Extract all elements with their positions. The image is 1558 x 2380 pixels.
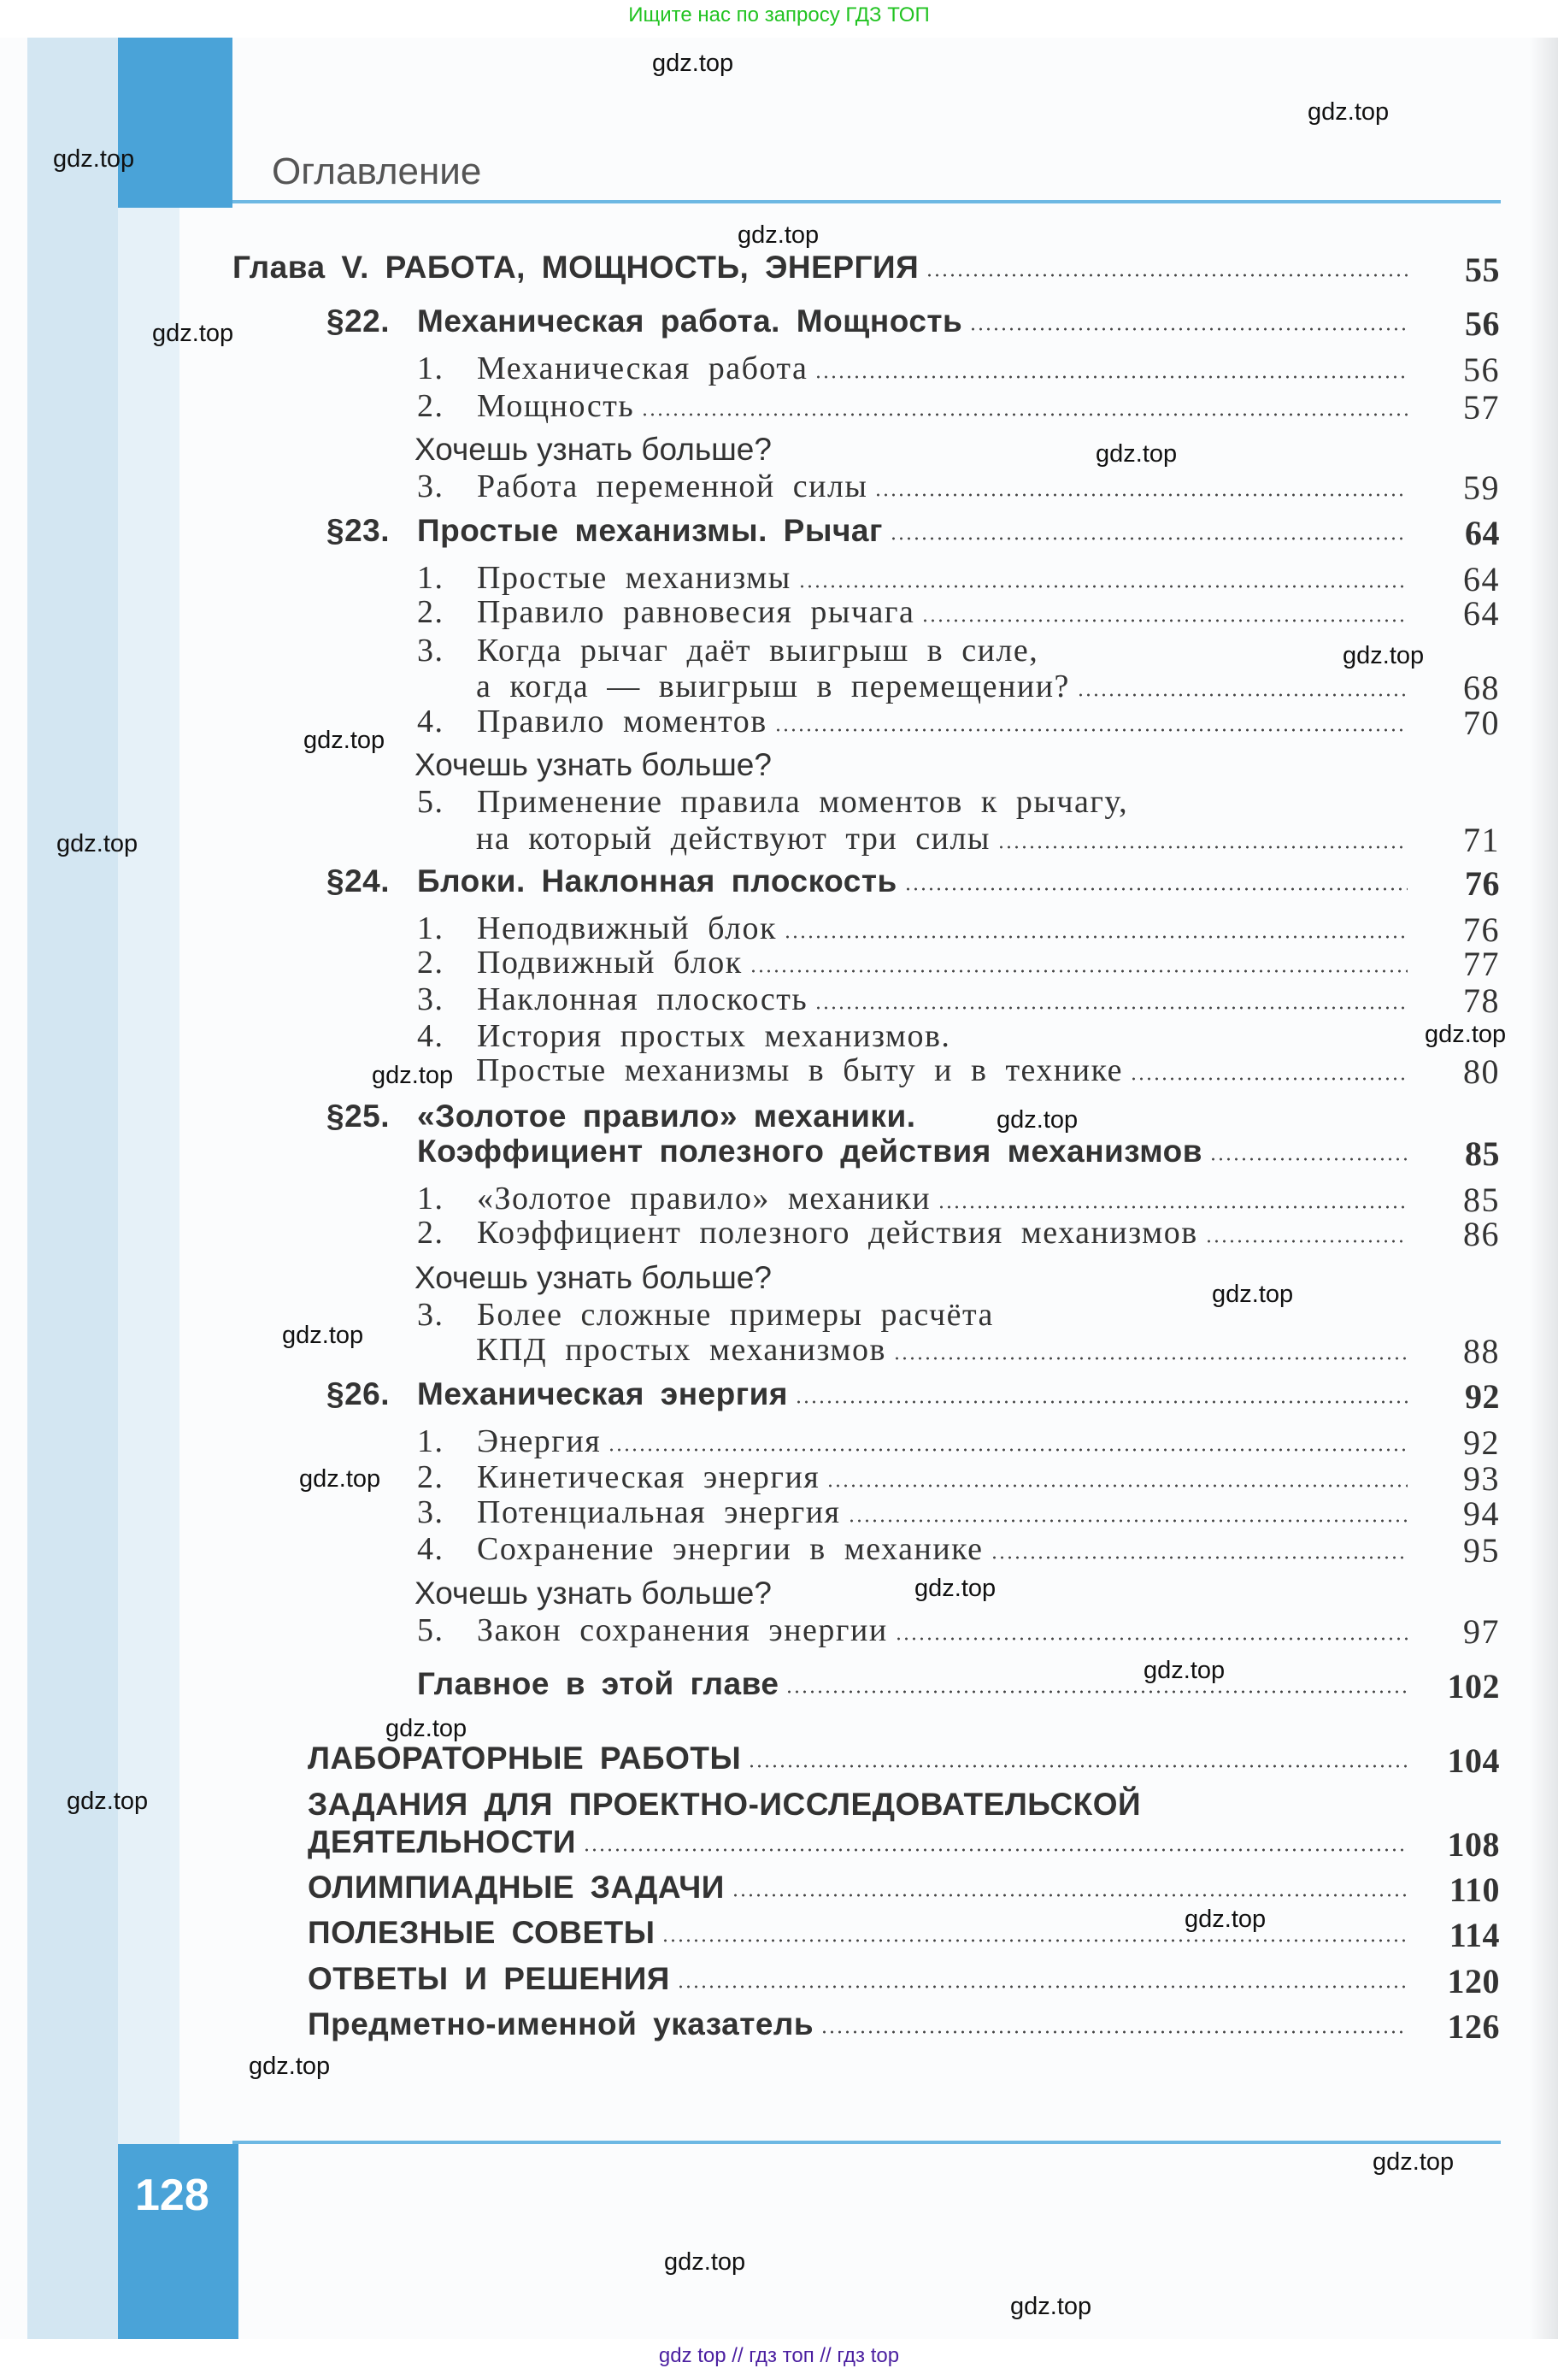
watermark-text: gdz.top	[1373, 2148, 1455, 2176]
watermark-text: gdz.top	[372, 1062, 454, 1089]
entry-number: 2.	[417, 594, 444, 630]
entry-number: 3.	[417, 468, 444, 504]
entry-title: Потенциальная энергия	[477, 1494, 841, 1530]
entry-number: 1.	[417, 1181, 444, 1217]
entry-page: 77	[1463, 945, 1500, 983]
toc-entry[interactable]	[414, 1576, 1411, 1611]
watermark-text: gdz.top	[738, 221, 820, 249]
toc-entry[interactable]	[326, 513, 1500, 552]
toc-entry[interactable]	[417, 1423, 1500, 1462]
toc-entry[interactable]	[326, 303, 1500, 343]
entry-page: 76	[1465, 864, 1500, 903]
dot-leader	[921, 619, 1408, 622]
dot-leader	[795, 1400, 1408, 1404]
entry-number: 2.	[417, 388, 444, 424]
entry-title: Предметно-именной указатель	[308, 2006, 814, 2041]
page-edge-shadow	[1530, 38, 1558, 2339]
dot-leader	[1130, 1077, 1408, 1081]
watermark-text: gdz.top	[282, 1322, 364, 1349]
watermark-text: gdz.top	[1096, 440, 1178, 468]
bottom-banner[interactable]: gdz top // гдз топ // гдз top	[658, 2344, 900, 2367]
entry-page: 55	[1465, 250, 1500, 289]
entry-page: 85	[1463, 1181, 1500, 1219]
entry-title: Главное в этой главе	[417, 1666, 779, 1701]
entry-title: Хочешь узнать больше?	[414, 747, 772, 782]
entry-page: 102	[1447, 1667, 1500, 1705]
entry-number: §24.	[326, 863, 391, 898]
entry-number: 1.	[417, 560, 444, 596]
dot-leader	[677, 1985, 1408, 1988]
entry-title: Более сложные примеры расчёта	[477, 1297, 994, 1333]
entry-title: Энергия	[477, 1423, 602, 1459]
entry-page: 88	[1463, 1332, 1500, 1370]
dot-leader	[991, 1556, 1408, 1559]
entry-title: Коэффициент полезного действия механизмов	[417, 1134, 1202, 1169]
page-title: Оглавление	[272, 150, 482, 192]
entry-title: Правило равновесия рычага	[477, 594, 915, 630]
dot-leader	[798, 585, 1408, 588]
entry-number: 3.	[417, 633, 444, 669]
page-margin-stripe	[27, 38, 118, 2339]
toc-entry[interactable]	[417, 703, 1500, 742]
entry-title: а когда — выигрыш в перемещении?	[476, 669, 1070, 704]
entry-number: 4.	[417, 1018, 444, 1054]
entry-number: §25.	[326, 1099, 391, 1134]
entry-page: 64	[1465, 514, 1500, 552]
dot-leader	[969, 327, 1408, 331]
toc-entry[interactable]	[326, 863, 1500, 903]
entry-number: 2.	[417, 1459, 444, 1495]
toc-entry[interactable]	[417, 1666, 1500, 1705]
watermark-text: gdz.top	[53, 145, 135, 173]
watermark-text: gdz.top	[303, 727, 385, 754]
watermark-text: gdz.top	[652, 50, 734, 77]
entry-title: Наклонная плоскость	[477, 981, 808, 1017]
toc-entry[interactable]	[308, 1961, 1500, 2000]
dot-leader	[641, 413, 1408, 416]
toc-entry[interactable]	[417, 468, 1500, 507]
entry-title: Простые механизмы	[477, 560, 791, 596]
entry-title: на который действуют три силы	[476, 821, 991, 857]
toc-entry[interactable]	[308, 2006, 1500, 2046]
entry-title: Простые механизмы. Рычаг	[417, 513, 883, 548]
entry-page: 68	[1463, 669, 1500, 707]
entry-page: 64	[1463, 594, 1500, 633]
entry-title: Закон сохранения энергии	[477, 1612, 888, 1648]
entry-title: Механическая работа. Мощность	[417, 303, 963, 339]
toc-entry[interactable]	[417, 944, 1500, 983]
footer-rule	[232, 2141, 1501, 2144]
toc-entry[interactable]	[476, 668, 1500, 707]
entry-number: §23.	[326, 513, 391, 548]
dot-leader	[661, 1939, 1408, 1942]
entry-number: 3.	[417, 1297, 444, 1333]
header-rule	[232, 200, 1501, 203]
toc-entry[interactable]	[232, 250, 1500, 289]
toc-entry[interactable]	[417, 1017, 1411, 1055]
dot-leader	[820, 2030, 1408, 2034]
toc-entry[interactable]	[417, 559, 1500, 598]
watermark-text: gdz.top	[1212, 1281, 1294, 1308]
toc-entry[interactable]	[326, 1376, 1500, 1416]
toc-entry[interactable]	[476, 1331, 1500, 1370]
entry-page: 80	[1463, 1052, 1500, 1091]
dot-leader	[895, 1637, 1408, 1641]
toc-entry[interactable]	[414, 432, 1411, 468]
entry-title: ДЕЯТЕЛЬНОСТИ	[308, 1824, 576, 1859]
toc-entry[interactable]	[417, 632, 1411, 669]
watermark-text: gdz.top	[1144, 1657, 1226, 1684]
entry-number: 3.	[417, 981, 444, 1017]
entry-page: 71	[1463, 821, 1500, 859]
entry-page: 126	[1447, 2007, 1500, 2046]
toc-entry[interactable]	[417, 910, 1500, 949]
entry-title: Подвижный блок	[477, 945, 743, 981]
entry-title: ПОЛЕЗНЫЕ СОВЕТЫ	[308, 1915, 656, 1950]
entry-title: ОТВЕТЫ И РЕШЕНИЯ	[308, 1961, 670, 1996]
dot-leader	[732, 1894, 1408, 1897]
entry-title: Правило моментов	[477, 704, 767, 739]
entry-number: 5.	[417, 1612, 444, 1648]
entry-title: Когда рычаг даёт выигрыш в силе,	[477, 633, 1039, 669]
toc-entry[interactable]	[476, 820, 1500, 859]
entry-title: КПД простых механизмов	[476, 1332, 886, 1368]
entry-page: 70	[1463, 704, 1500, 742]
dot-leader	[874, 493, 1408, 497]
toc-entry[interactable]	[417, 350, 1500, 389]
dot-leader	[826, 1484, 1408, 1488]
watermark-text: gdz.top	[664, 2248, 746, 2276]
watermark-text: gdz.top	[1425, 1021, 1507, 1048]
entry-page: 92	[1465, 1377, 1500, 1416]
dot-leader	[785, 1690, 1408, 1694]
dot-leader	[1209, 1158, 1408, 1161]
entry-title: Хочешь узнать больше?	[414, 1260, 772, 1295]
toc-entry[interactable]	[414, 747, 1411, 783]
entry-page: 110	[1449, 1870, 1500, 1909]
watermark-text: gdz.top	[914, 1575, 997, 1602]
entry-title: Блоки. Наклонная плоскость	[417, 863, 897, 898]
dot-leader	[926, 274, 1408, 277]
entry-page: 56	[1465, 304, 1500, 343]
entry-title: Применение правила моментов к рычагу,	[477, 784, 1129, 820]
entry-number: 3.	[417, 1494, 444, 1530]
entry-number: 4.	[417, 704, 444, 739]
page-margin-inner	[118, 208, 179, 2144]
entry-page: 85	[1465, 1134, 1500, 1173]
watermark-text: gdz.top	[299, 1465, 381, 1493]
entry-page: 57	[1463, 388, 1500, 427]
entry-title: Работа переменной силы	[477, 468, 868, 504]
entry-page: 97	[1463, 1612, 1500, 1651]
entry-title: ЛАБОРАТОРНЫЕ РАБОТЫ	[308, 1741, 742, 1776]
entry-page: 114	[1449, 1916, 1500, 1954]
entry-number: 1.	[417, 1423, 444, 1459]
entry-page: 104	[1447, 1741, 1500, 1780]
entry-page: 86	[1463, 1215, 1500, 1253]
entry-title: Мощность	[477, 388, 635, 424]
entry-page: 92	[1463, 1423, 1500, 1462]
watermark-text: gdz.top	[152, 320, 234, 347]
dot-leader	[904, 887, 1408, 891]
dot-leader	[938, 1205, 1408, 1209]
dot-leader	[890, 537, 1408, 540]
watermark-text: gdz.top	[67, 1788, 149, 1815]
entry-number: 4.	[417, 1531, 444, 1567]
entry-number: 1.	[417, 351, 444, 386]
entry-page: 76	[1463, 910, 1500, 949]
entry-page: 120	[1447, 1962, 1500, 2000]
toc-entry[interactable]	[417, 593, 1500, 633]
watermark-text: gdz.top	[1308, 98, 1390, 126]
entry-number: 2.	[417, 945, 444, 981]
dot-leader	[583, 1848, 1408, 1852]
toc-entry[interactable]	[417, 1458, 1500, 1498]
entry-page: 95	[1463, 1531, 1500, 1570]
entry-number: 5.	[417, 784, 444, 820]
toc-entry[interactable]	[308, 1824, 1500, 1864]
page-number: 128	[135, 2171, 209, 2220]
entry-title: Неподвижный блок	[477, 910, 777, 946]
entry-page: 64	[1463, 560, 1500, 598]
entry-title: Кинетическая энергия	[477, 1459, 820, 1495]
toc-entry[interactable]	[417, 1134, 1500, 1173]
dot-leader	[893, 1357, 1408, 1360]
entry-page: 93	[1463, 1459, 1500, 1498]
entry-title: Хочешь узнать больше?	[414, 432, 772, 467]
dot-leader	[750, 969, 1408, 973]
dot-leader	[1205, 1240, 1408, 1243]
entry-title: «Золотое правило» механики	[477, 1181, 932, 1217]
toc-entry[interactable]	[308, 1741, 1500, 1780]
entry-page: 94	[1463, 1494, 1500, 1533]
entry-title: Глава V. РАБОТА, МОЩНОСТЬ, ЭНЕРГИЯ	[232, 250, 920, 285]
entry-title: Простые механизмы в быту и в технике	[476, 1052, 1123, 1088]
toc-entry[interactable]	[417, 783, 1411, 821]
entry-title: «Золотое правило» механики.	[417, 1099, 916, 1134]
watermark-text: gdz.top	[385, 1715, 467, 1742]
entry-title: Хочешь узнать больше?	[414, 1576, 772, 1611]
watermark-text: gdz.top	[1343, 642, 1425, 669]
entry-title: ОЛИМПИАДНЫЕ ЗАДАЧИ	[308, 1870, 725, 1905]
dot-leader	[997, 845, 1408, 849]
toc-entry[interactable]	[308, 1787, 1411, 1823]
toc-entry[interactable]	[417, 981, 1500, 1020]
toc-entry[interactable]	[476, 1052, 1500, 1091]
entry-title: Сохранение энергии в механике	[477, 1531, 984, 1567]
entry-title: Механическая энергия	[417, 1376, 788, 1411]
top-banner[interactable]: Ищите нас по запросу ГДЗ ТОП	[628, 3, 930, 27]
toc-entry[interactable]	[417, 1214, 1500, 1253]
entry-page: 78	[1463, 981, 1500, 1020]
entry-number: 1.	[417, 910, 444, 946]
dot-leader	[814, 375, 1408, 379]
watermark-text: gdz.top	[56, 830, 138, 857]
toc-entry[interactable]	[417, 1493, 1500, 1533]
dot-leader	[748, 1764, 1408, 1768]
entry-title: Механическая работа	[477, 351, 808, 386]
entry-number: §22.	[326, 303, 391, 339]
toc-entry[interactable]	[417, 1530, 1500, 1570]
entry-page: 56	[1463, 351, 1500, 389]
toc-entry[interactable]	[308, 1870, 1500, 1909]
dot-leader	[1077, 693, 1408, 697]
watermark-text: gdz.top	[1185, 1906, 1267, 1933]
entry-page: 108	[1447, 1825, 1500, 1864]
toc-entry[interactable]	[417, 1180, 1500, 1219]
watermark-text: gdz.top	[249, 2053, 331, 2080]
toc-entry[interactable]	[326, 1099, 1411, 1134]
entry-title: Коэффициент полезного действия механизмов	[477, 1215, 1198, 1251]
entry-title: История простых механизмов.	[477, 1018, 951, 1054]
entry-number: §26.	[326, 1376, 391, 1411]
header-tab	[118, 38, 232, 208]
toc-entry[interactable]	[417, 1611, 1500, 1651]
entry-title: ЗАДАНИЯ ДЛЯ ПРОЕКТНО-ИССЛЕДОВАТЕЛЬСКОЙ	[308, 1787, 1142, 1822]
dot-leader	[814, 1006, 1408, 1010]
dot-leader	[848, 1519, 1408, 1523]
entry-page: 59	[1463, 468, 1500, 507]
toc-entry[interactable]	[417, 387, 1500, 427]
dot-leader	[774, 728, 1408, 732]
watermark-text: gdz.top	[1010, 2293, 1092, 2320]
watermark-text: gdz.top	[997, 1106, 1079, 1134]
entry-number: 2.	[417, 1215, 444, 1251]
dot-leader	[784, 935, 1408, 939]
dot-leader	[608, 1448, 1408, 1452]
